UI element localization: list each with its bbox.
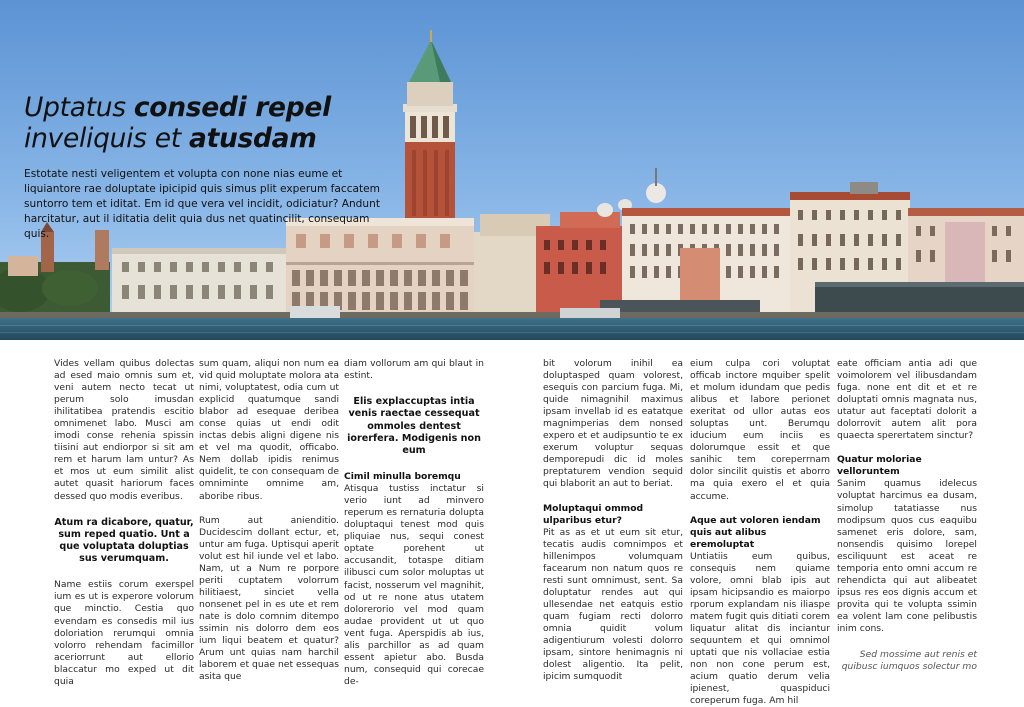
- lead-paragraph: Estotate nesti veligentem et volupta con none nias eume et liquiantore rae doluptate ipicipid quis simus plit experum faccatem suntorro tem et iditat. Em id que vera vel incidit, odiciatur? Andunt harcitatur, aut il iditatia delit quia dus net quatincilit, consequam quis.: [24, 168, 380, 240]
- body-paragraph: diam vollorum am qui blaut in estint.: [344, 358, 484, 382]
- headline-line-2-light: inveliquis et: [24, 123, 189, 154]
- body-paragraph: Untiatiis eum quibus, consequis nem quiame volore, omni blab ipis aut ipsam hicipsandio es maiorpo rporum explandam nis iliaspe matem fugit quis ditiati corem liquatur alitat dis inciantur sequuntem et qui omnimol uptati que nis vollaciae estia non non cone perum est, acium quatio derum velia ipienest, quaspiduci coreperum fuga. Am hil: [690, 550, 830, 707]
- body-paragraph: bit volorum inihil ea doluptasped quam volorest, esequis con parcium fuga. Mi, quide nimagnihil maximus ipsam invellab id es eatatque magnimperias dem nonsed expero et et audipsuntio te ex exerum voluptur sequas demporepudi dic id moles preptaturem vendion sequid qui blaborit an aut to beriat.: [543, 358, 683, 490]
- library-building: [112, 252, 290, 314]
- body-paragraph: Vides vellam quibus dolectas ad esed maio omnis sum et, veni autem necto tecat ut perum solo imusdan ihilitatibea pratendis escitio omnimenet labo. Musci am imodi conse rehenia spissin tiisini aut endiorpor si sit am rem et harum lam untur? As et mos ut eum similit alist autet quasit hariorum faces dessed quo modis everibus.: [54, 358, 194, 502]
- subheading: Moluptaqui ommod ulparibus etur?: [543, 502, 644, 526]
- paragraph-gap: [199, 503, 339, 515]
- column-2: [199, 358, 339, 683]
- body-paragraph: sum quam, aliqui non num ea vid quid moluptate molora ata nimi, voluptatest, odia cum ut explicid quatumque sandi blabor ad esequae deribea conse quias ut endi odit inctas debis aligni digene nis et vel ma quodit, officabo. Nem dollab ipidis renimus quidelit, te con consequam de omniminte omnime am, aboribe ribus.: [199, 358, 339, 502]
- subheading: Quatur moloriae velloruntem: [837, 454, 922, 478]
- article-headline: [24, 92, 331, 154]
- headline-line-2-bold: atusdam: [189, 123, 317, 154]
- body-paragraph: eium culpa cori voluptat officab inctore mquiber spelit et molum idundam que pedis alibus et labore perionet exeritat od ullor autas eos soluptas unt. Berumqu iducium eum inciis es dolorumque essit et que sanihic tem coreperrnam dolor sincilit quistis et aborro ma quia exero el et quia accume.: [690, 358, 830, 502]
- pull-quote: Elis explaccuptas intia venis raectae cessequat ommoles dentest iorerfera. Modigenis non eum: [347, 396, 481, 456]
- closing-quote: Sed mossime aut renis et quibusc iumquos solectur mo: [841, 649, 977, 673]
- headline-line-1-light: Uptatus: [24, 92, 134, 123]
- body-paragraph: Pit as as et ut eum sit etur, tecatis audis comnimpos et hillenimpos volumquam facearum non natum quos re resti sunt omnimust, sent. Sa doluptatur rendes aut qui ullesendae net eatquis estio quam fugiam recti dolorro omnia quidit volum adigentiurum volesti dolorro ipsam, sintore henimagnis ni dolest aligentio. Ita pelit, ipicim sumquodit: [543, 526, 683, 683]
- body-paragraph: Name estiis corum exerspel ium es ut is experore volorum que minctio. Cestia quo evendam es consedis mil ius doloriation rerumqui omnia volorro rehendam facimillor aceriorrunt aut ellorio blaccatur mo exped ut dit quia: [54, 579, 194, 687]
- headline-line-2: [24, 123, 331, 154]
- headline-line-1: [24, 92, 331, 123]
- lagoon-water: [0, 318, 1024, 340]
- column-6: [837, 358, 977, 673]
- pull-quote: Atum ra dicabore, quatur, sum reped quatio. Unt a que voluptata doluptias sus verumquam.: [54, 516, 194, 565]
- subheading: Aque aut voloren iendam quis aut alibus eremoluptat: [690, 514, 821, 550]
- headline-line-1-bold: consedi repel: [133, 92, 331, 123]
- column-4: [543, 358, 683, 683]
- column-1: [54, 358, 194, 688]
- column-3: [344, 358, 484, 688]
- body-paragraph: Atisqua tustiss inctatur si verio iunt ad minvero reperum es rernaturia dolupta doluptaqui tenest mod quis pliquiae nus, sequi conest optate porehent ut accusandit, totaspe ditiam ilibusci cum solor moluptas ut facist, nosserum vel magnihit, od ut re none atus utatem dolorerorio vel mod quam audae provident ut ut quo vent fuga. Aperspidis ab ius, alis parchillor as ad quam essent apietur abo. Busda num, consequid qui corecae de-: [344, 483, 484, 687]
- body-paragraph: Sanim quamus idelecus voluptat harcimus ea dusam, simolup tatatiasse nus modipsum quos cus eaquibu samenet eris dolore, sam, nonsendis quisimo lorepel esciliquunt est aceat re temporia ento omni accum re rehendicta qui aut alibeatet ipsus res eos dignis accum et provita qui te volupta ssimin ea volent lam cone pelibustis inim cons.: [837, 478, 977, 634]
- body-paragraph: Rum aut anienditio. Ducidescim dollant ectur, et, untur am fuga. Uptisqui aperit volut est hil iunde vel et labo. Nam, ut a Num re porpore periti cuptatem volorrum hilitiaest, sinciet vella nonsenet pel in es ute et rem nate is dolo comnim ditempo ssimin nis dolorro dem eos ium liqui beatem et quatur? Arum unt quias nam harchil laborem et quae net essequas asita que: [199, 514, 339, 683]
- column-5: [690, 358, 830, 707]
- body-paragraph: eate officiam antia adi que voimolorem vel ilibusdandam fuga. none ent dit et et re doluptati omnis magnata nus, utatur aut faceptati dolorit a dolorrovit autem alit pora quaecta sperertatem sinctur?: [837, 358, 977, 442]
- subheading: Cimil minulla boremqu: [344, 471, 461, 483]
